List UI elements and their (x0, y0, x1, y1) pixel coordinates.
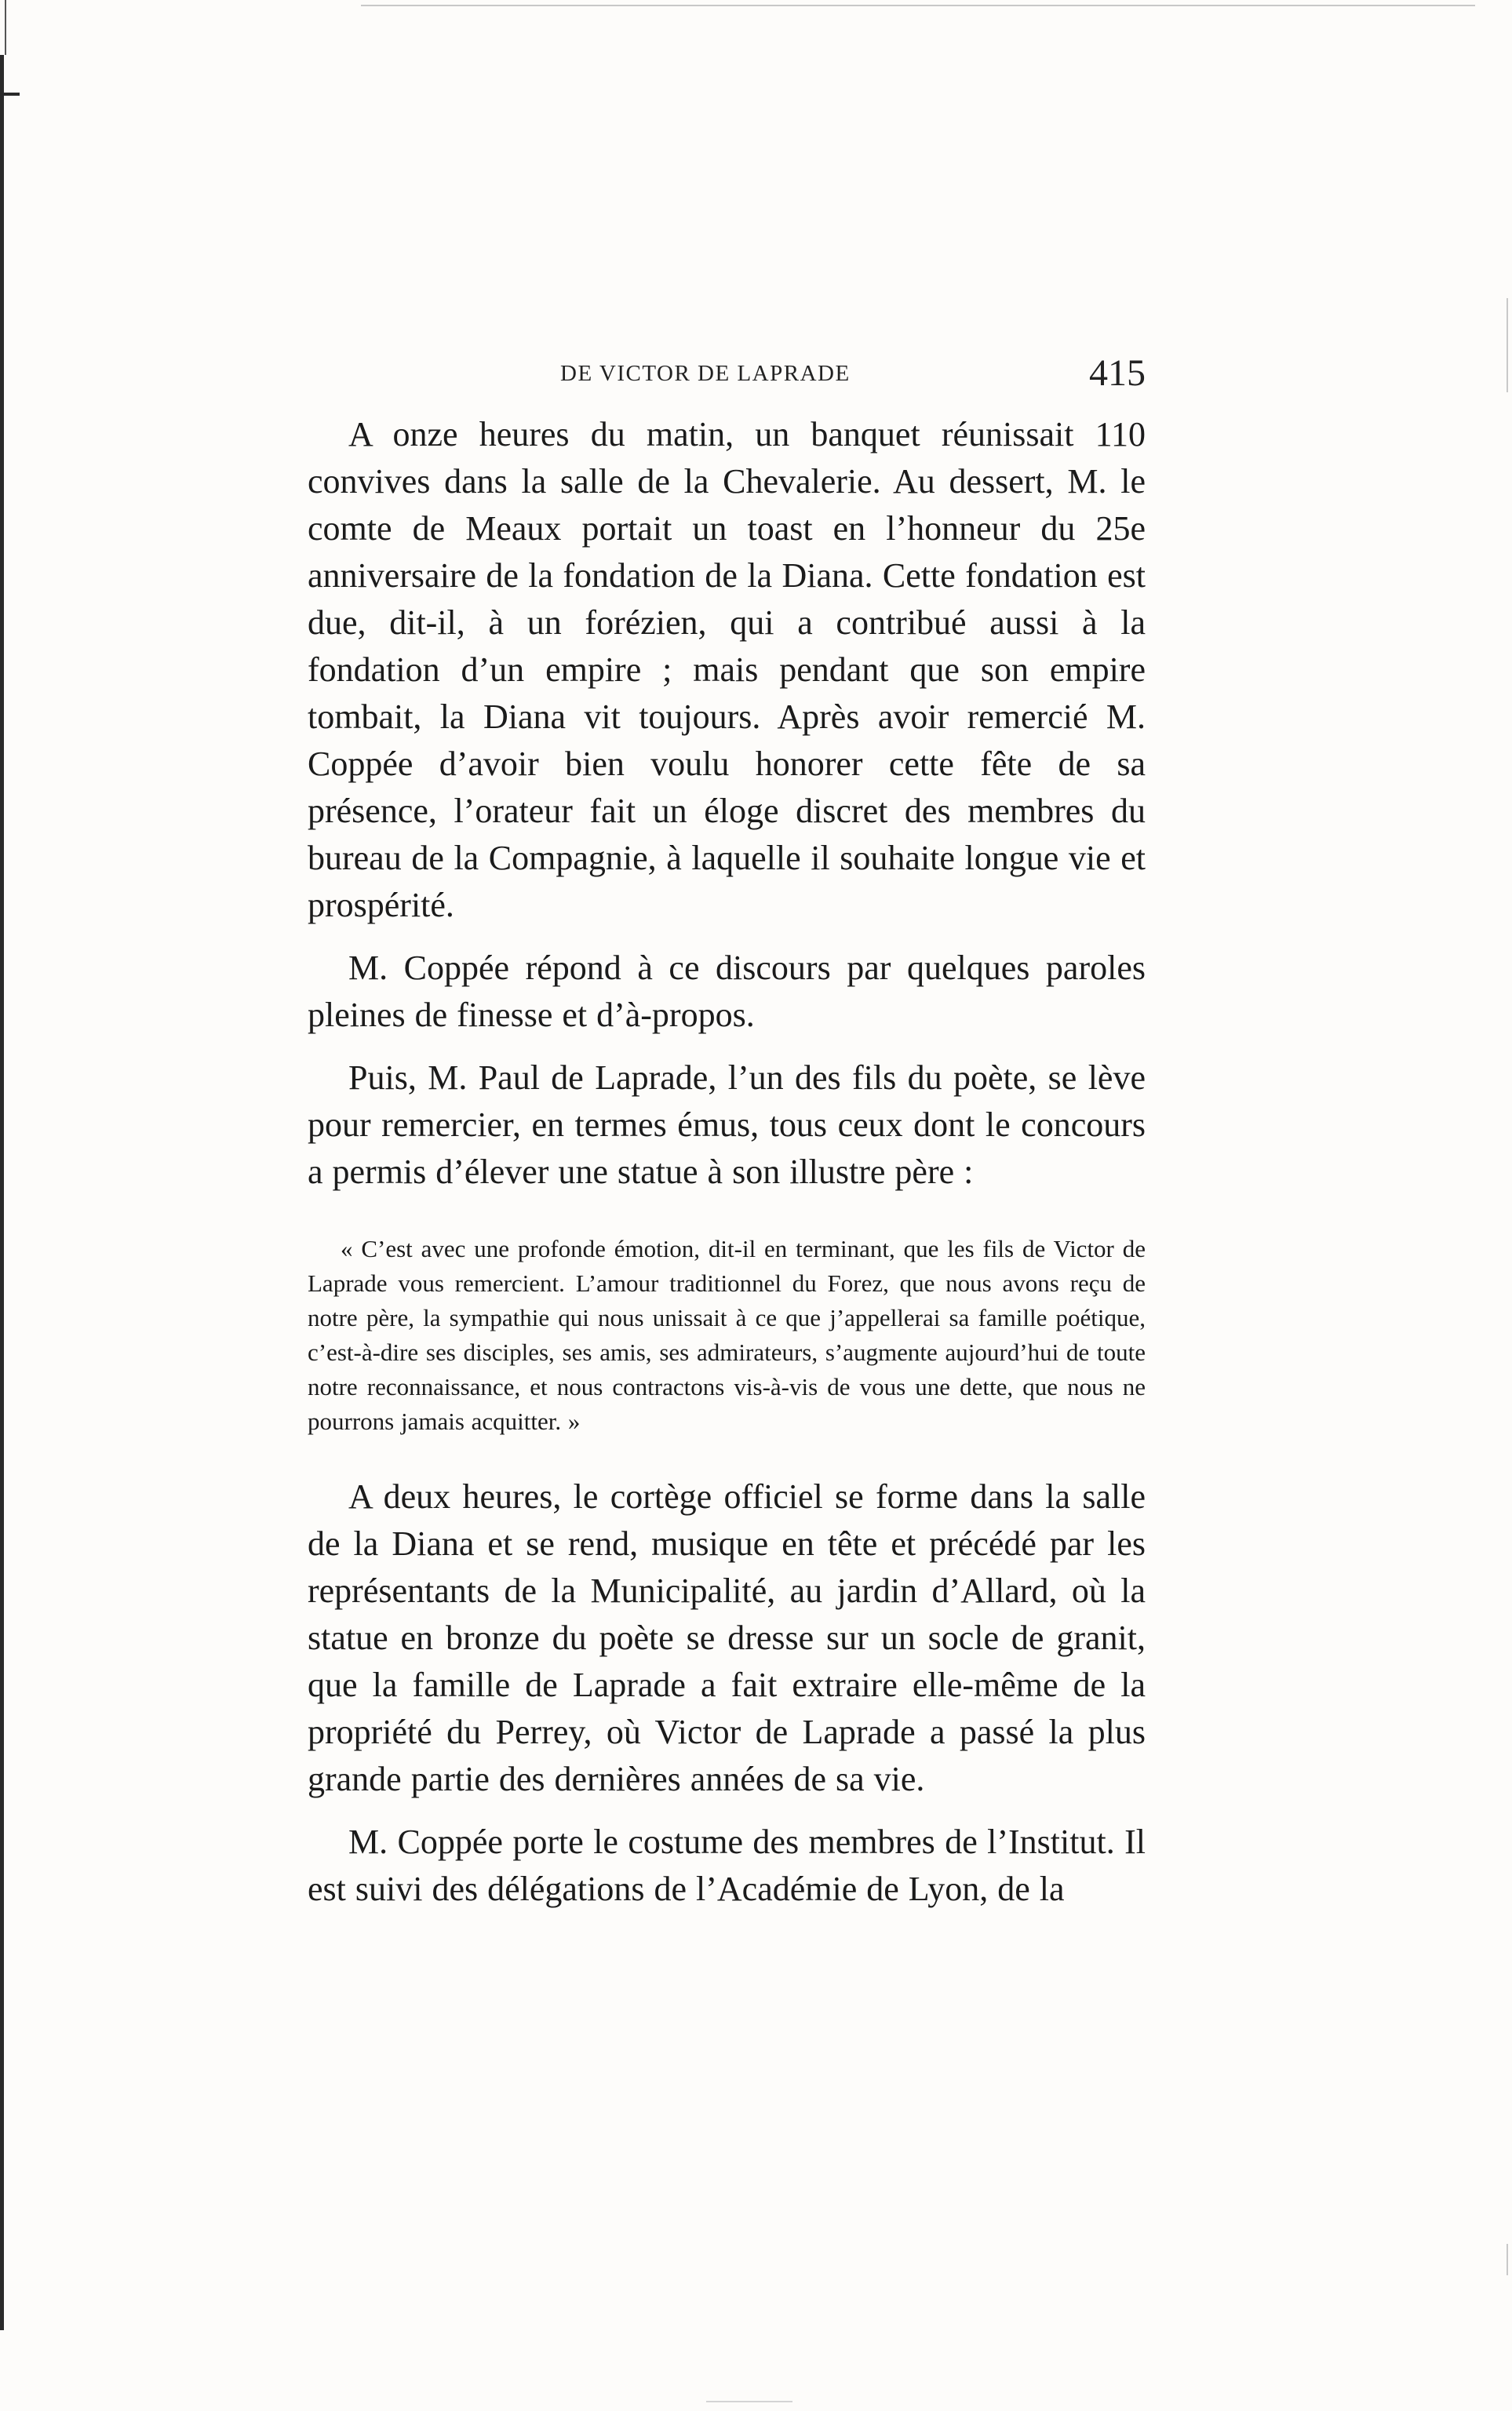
page-number: 415 (1089, 352, 1146, 394)
paragraph-banquet: A onze heures du matin, un banquet réunissait 110 convives dans la salle de la Chevalerie. Au dessert, M. le comte de Meaux portait un toast en l’honneur du 25e anniversaire de la fondation de la Diana. Cette fondation est due, dit-il, à un forézien, qui a contribué aussi à la fondation d’un empire ; mais pendant que son empire tombait, la Diana vit toujours. Après avoir remercié M. Coppée d’avoir bien voulu honorer cette fête de sa présence, l’orateur fait un éloge discret des membres du bureau de la Compagnie, à laquelle il souhaite longue vie et prospérité. (308, 415, 1146, 924)
paragraph-coppee-reply: M. Coppée répond à ce discours par quelques paroles pleines de finesse et d’à-propos. (308, 949, 1146, 1034)
paragraph-paul-de-laprade: Puis, M. Paul de Laprade, l’un des fils du poète, se lève pour remercier, en termes émus, tous ceux dont le concours a permis d’élever une statue à son illustre père : (308, 1058, 1146, 1191)
scan-left-tick (4, 93, 20, 96)
scan-left-edge (0, 55, 4, 2330)
scan-top-rule (361, 5, 1475, 6)
scan-right-mark (1507, 298, 1508, 392)
book-page (308, 345, 1146, 1913)
paragraph-institut: M. Coppée porte le costume des membres de l’Institut. Il est suivi des délégations de l’Académie de Lyon, de la (308, 1823, 1146, 1908)
scan-left-edge-top (5, 0, 6, 55)
block-quote: « C’est avec une profonde émotion, dit-il en terminant, que les fils de Victor de Laprade vous remercient. L’amour traditionnel du Forez, que nous avons reçu de notre père, la sympathie qui nous unissait à ce que j’appellerai sa famille poétique, c’est-à-dire ses disciples, ses amis, ses admirateurs, s’augmente aujourd’hui de toute notre reconnaissance, et nous contractons vis-à-vis de vous une dette, que nous ne pourrons jamais acquitter. » (308, 1235, 1146, 1435)
scan-bottom-mark (706, 2401, 792, 2402)
running-title: DE VICTOR DE LAPRADE (560, 361, 851, 386)
scan-right-mark (1507, 2244, 1508, 2275)
paragraph-cortege: A deux heures, le cortège officiel se forme dans la salle de la Diana et se rend, musique en tête et précédé par les représentants de la Municipalité, au jardin d’Allard, où la statue en bronze du poète se dresse sur un socle de granit, que la famille de Laprade a fait extraire elle-même de la propriété du Perrey, où Victor de Laprade a passé la plus grande partie des dernières années de sa vie. (308, 1477, 1146, 1798)
page-header (308, 345, 1146, 408)
